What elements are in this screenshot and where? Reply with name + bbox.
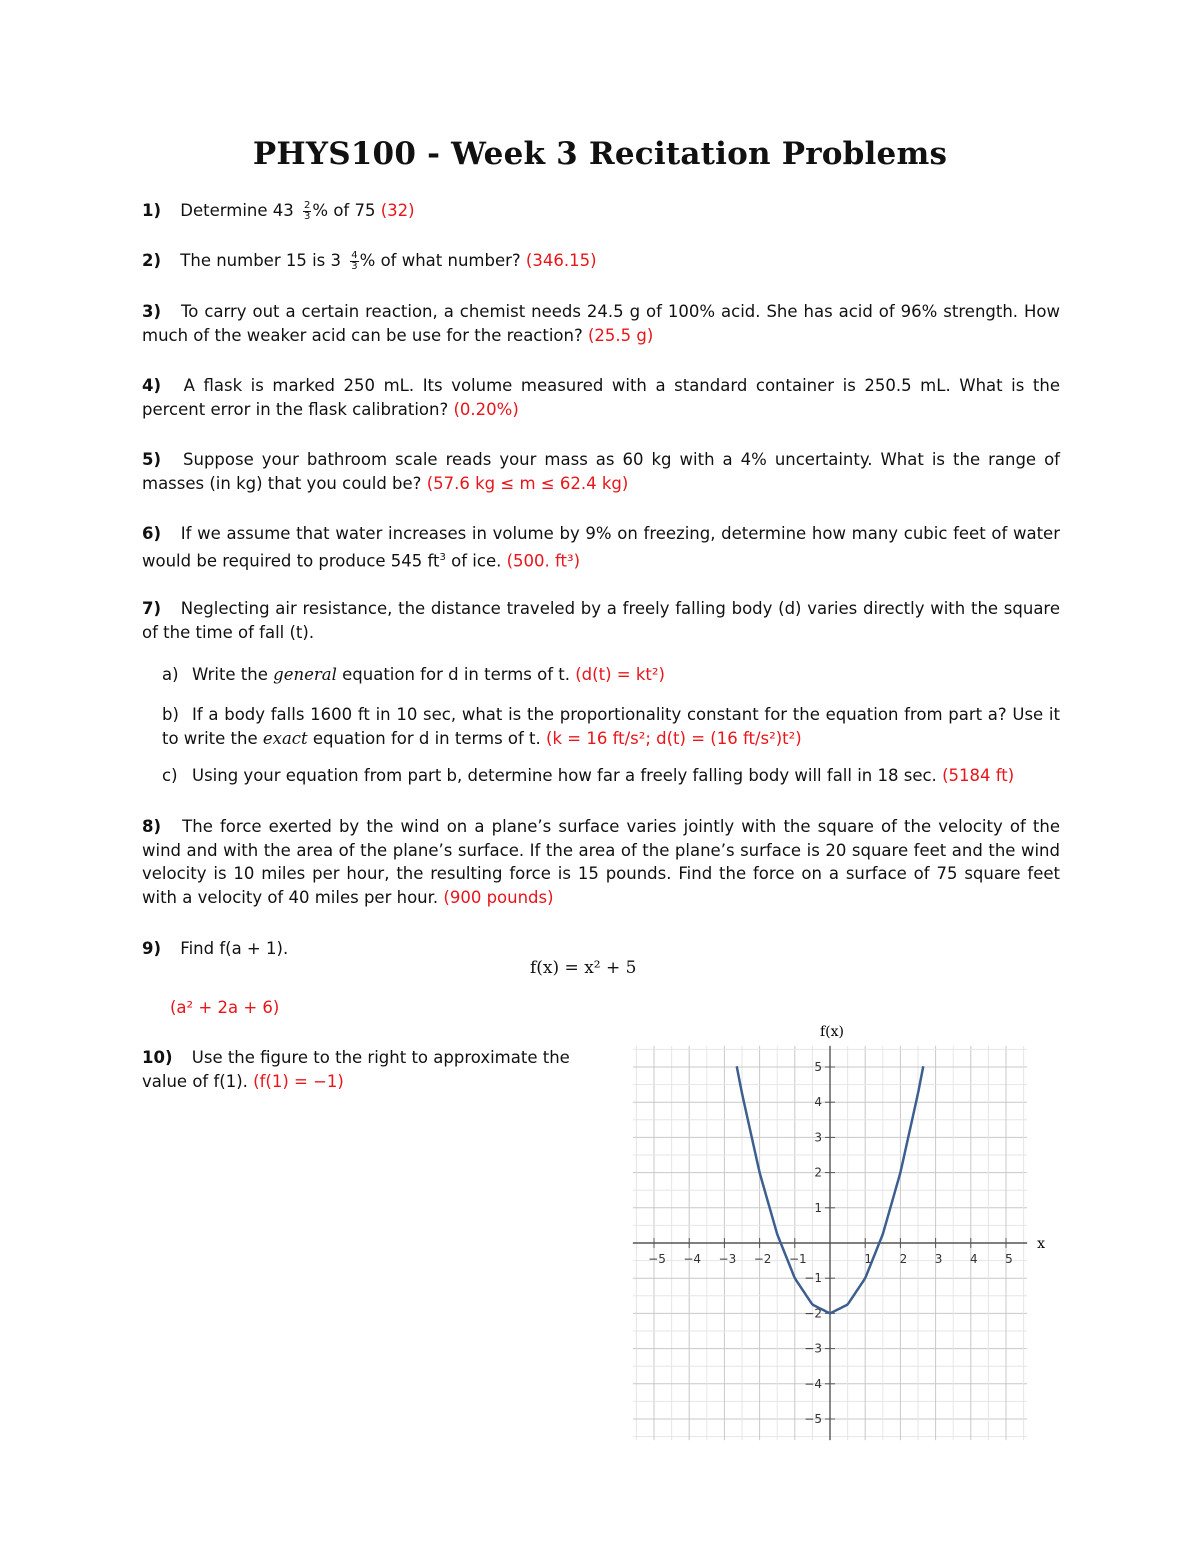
- part-label: c): [162, 766, 178, 785]
- answer: (a² + 2a + 6): [170, 998, 280, 1017]
- problem-text: The force exerted by the wind on a plane’s surface varies jointly with the square of the velocity of the wind and with the area of the plane’s surface. If the area of the plane’s surface is 20 square feet and the wind velocity is 10 miles per hour, the resulting force is 15 pounds. Find the force on a surface of 75 square feet with a velocity of 40 miles per hour.: [142, 817, 1060, 907]
- problem-text: To carry out a certain reaction, a chemist needs 24.5 g of 100% acid. She has acid of 96% strength. How much of the weaker acid can be use for the reaction?: [142, 302, 1060, 345]
- answer: (0.20%): [453, 399, 519, 419]
- problem-text: % of what number?: [359, 251, 521, 270]
- problem-9: [142, 937, 1060, 961]
- superscript: 3: [439, 551, 446, 563]
- y-tick-label: −2: [804, 1306, 822, 1321]
- problem-9-answer: [170, 996, 570, 1020]
- y-tick-label: −5: [804, 1412, 822, 1426]
- answer: (346.15): [525, 251, 597, 270]
- x-tick-label: 2: [899, 1252, 908, 1266]
- fraction-denominator: 3: [304, 211, 311, 222]
- page-title: PHYS100 - Week 3 Recitation Problems: [252, 136, 948, 172]
- y-tick-label: −4: [804, 1376, 822, 1391]
- problem-text: Using your equation from part b, determine how far a freely falling body will fall in 18 sec.: [192, 766, 937, 785]
- y-tick-label: 3: [814, 1130, 822, 1145]
- problem-number: 7): [142, 599, 162, 618]
- problem-text: equation for d in terms of t.: [336, 665, 570, 684]
- fraction: [303, 201, 311, 222]
- problem-3: [142, 300, 1060, 347]
- problem-text: A flask is marked 250 mL. Its volume measured with a standard container is 250.5 mL. What is the percent error in the flask calibration?: [142, 376, 1060, 419]
- problem-7b: [162, 703, 1060, 750]
- answer: (500. ft³): [506, 551, 581, 570]
- x-tick-label: −5: [648, 1252, 666, 1266]
- problem-1: [142, 199, 1060, 223]
- problem-text: Find f(a + 1).: [180, 939, 289, 958]
- answer: (k = 16 ft/s²; d(t) = (16 ft/s²)t²): [546, 728, 802, 748]
- problem-text: Determine 43: [180, 201, 294, 220]
- problem-7c: [162, 764, 1060, 788]
- problem-6: [142, 522, 1060, 573]
- problem-text: If a body falls 1600 ft in 10 sec, what is the proportionality constant for the equation from part a? Use it to write the: [162, 705, 1060, 748]
- y-axis-label: f(x): [820, 1023, 845, 1040]
- problem-number: 9): [142, 939, 162, 958]
- problem-number: 2): [142, 251, 162, 270]
- problem-text: of ice.: [445, 551, 502, 570]
- problem-4: [142, 374, 1060, 421]
- x-tick-label: −4: [683, 1252, 702, 1266]
- answer: (57.6 kg ≤ m ≤ 62.4 kg): [426, 473, 629, 493]
- x-axis-label: x: [1037, 1236, 1046, 1252]
- answer: (32): [380, 201, 415, 220]
- emphasis: general: [273, 665, 337, 684]
- problem-text: Write the: [192, 665, 274, 684]
- answer: (25.5 g): [588, 325, 654, 345]
- y-tick-label: −3: [804, 1341, 822, 1356]
- problem-8: [142, 815, 1060, 909]
- problem-number: 6): [142, 524, 162, 543]
- x-tick-label: 1: [864, 1252, 873, 1266]
- problem-2: [142, 249, 1060, 273]
- problem-7: [142, 597, 1060, 644]
- answer: (5184 ft): [942, 766, 1015, 785]
- problem-text: Use the figure to the right to approximate the value of f(1).: [142, 1048, 570, 1091]
- equation: f(x) = x² + 5: [530, 958, 637, 978]
- problem-number: 3): [142, 302, 162, 321]
- x-tick-label: −3: [718, 1252, 737, 1266]
- part-label: b): [162, 705, 179, 724]
- answer: (d(t) = kt²): [575, 665, 665, 684]
- problem-number: 10): [142, 1048, 173, 1067]
- fraction-denominator: 3: [351, 261, 358, 272]
- problem-number: 4): [142, 376, 162, 395]
- problem-number: 1): [142, 201, 162, 220]
- x-tick-label: 3: [934, 1252, 943, 1266]
- problem-7a: [162, 663, 1060, 687]
- function-graph: [630, 1023, 1046, 1430]
- problem-text: Suppose your bathroom scale reads your mass as 60 kg with a 4% uncertainty. What is the range of masses (in kg) that you could be?: [142, 450, 1060, 493]
- axes: [633, 1046, 1027, 1440]
- problem-text: If we assume that water increases in volume by 9% on freezing, determine how many cubic feet of water would be required to produce 545 ft: [142, 524, 1060, 570]
- y-tick-label: 4: [814, 1095, 822, 1110]
- problem-text: % of 75: [312, 201, 376, 220]
- problem-5: [142, 448, 1060, 495]
- answer: (900 pounds): [443, 887, 554, 907]
- problem-text: equation for d in terms of t.: [307, 728, 541, 748]
- problem-10: [142, 1046, 587, 1093]
- fraction: [350, 251, 358, 272]
- part-label: a): [162, 665, 179, 684]
- fraction-numerator: 4: [351, 250, 358, 261]
- y-tick-label: 1: [814, 1200, 822, 1215]
- x-tick-label: −2: [753, 1252, 772, 1266]
- x-tick-label: −1: [788, 1252, 807, 1266]
- x-tick-label: 5: [1005, 1252, 1013, 1266]
- fraction-numerator: 2: [304, 200, 311, 211]
- x-tick-label: 4: [969, 1252, 978, 1266]
- problem-text: The number 15 is 3: [180, 251, 342, 270]
- y-tick-label: 5: [814, 1060, 822, 1074]
- emphasis: exact: [262, 728, 308, 748]
- answer: (f(1) = −1): [253, 1071, 344, 1091]
- problem-number: 8): [142, 817, 162, 836]
- problem-number: 5): [142, 450, 162, 469]
- y-tick-label: 2: [814, 1165, 822, 1180]
- y-tick-label: −1: [804, 1271, 822, 1286]
- problem-text: Neglecting air resistance, the distance traveled by a freely falling body (d) varies directly with the square of the time of fall (t).: [142, 599, 1061, 642]
